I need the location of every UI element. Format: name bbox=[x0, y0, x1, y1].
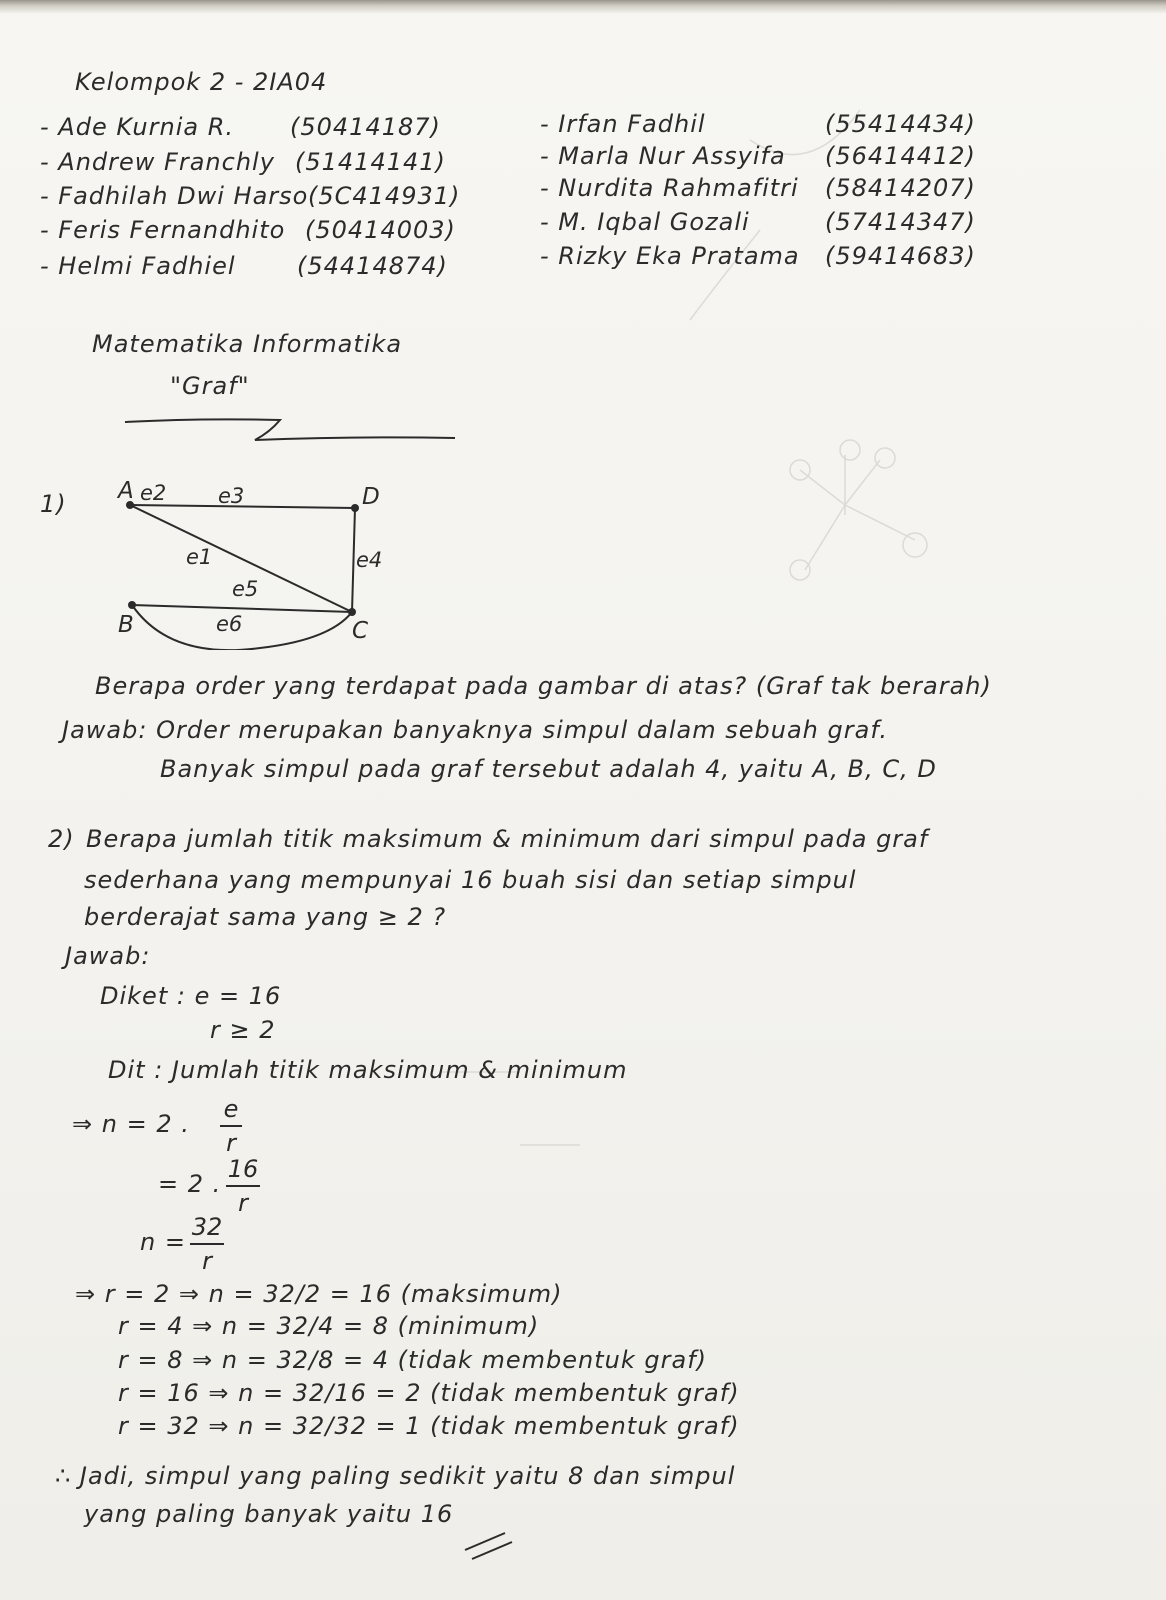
member-npm: (57414347) bbox=[825, 208, 976, 236]
member-name: - Andrew Franchly bbox=[40, 148, 275, 176]
member-npm: (5C414931) bbox=[308, 182, 461, 210]
vertex-label-b: B bbox=[118, 612, 134, 638]
diket-line-2: r ≥ 2 bbox=[210, 1016, 276, 1044]
conclusion-line-1: ∴ Jadi, simpul yang paling sedikit yaitu 8 dan simpul bbox=[55, 1462, 736, 1490]
vertex-d bbox=[351, 504, 359, 512]
title-underline bbox=[120, 410, 460, 450]
question-2-line-3: berderajat sama yang ≥ 2 ? bbox=[84, 903, 447, 931]
member-npm: (55414434) bbox=[825, 110, 976, 138]
step-3-fraction bbox=[190, 1213, 224, 1275]
step-1-numerator: e bbox=[223, 1095, 239, 1123]
step-1-denominator: r bbox=[226, 1129, 236, 1157]
member-name: - Nurdita Rahmafitri bbox=[540, 174, 799, 202]
step-1-prefix: ⇒ n = 2 . bbox=[72, 1110, 190, 1138]
vertex-label-d: D bbox=[362, 484, 380, 510]
question-2-line-2: sederhana yang mempunyai 16 buah sisi dan setiap simpul bbox=[84, 866, 857, 894]
member-name: - Fadhilah Dwi Harso bbox=[40, 182, 309, 210]
member-npm: (51414141) bbox=[295, 148, 446, 176]
member-npm: (58414207) bbox=[825, 174, 976, 202]
edge-label-e4: e4 bbox=[356, 548, 383, 572]
member-name: - Rizky Eka Pratama bbox=[540, 242, 800, 270]
step-3-numerator: 32 bbox=[191, 1213, 223, 1241]
member-npm: (59414683) bbox=[825, 242, 976, 270]
member-npm: (56414412) bbox=[825, 142, 976, 170]
step-1-fraction bbox=[220, 1095, 242, 1157]
member-name: - Helmi Fadhiel bbox=[40, 252, 236, 280]
step-2-denominator: r bbox=[238, 1189, 248, 1217]
edge-e5 bbox=[132, 605, 352, 612]
member-name: - M. Iqbal Gozali bbox=[540, 208, 750, 236]
question-2-line-1: Berapa jumlah titik maksimum & minimum dari simpul pada graf bbox=[86, 825, 929, 853]
answer-2-label: Jawab: bbox=[65, 942, 151, 970]
course-title: Matematika Informatika bbox=[92, 330, 403, 358]
topic-title: "Graf" bbox=[170, 372, 250, 400]
vertex-label-c: C bbox=[352, 618, 369, 644]
result-row: r = 16 ⇒ n = 32/16 = 2 (tidak membentuk graf) bbox=[118, 1379, 740, 1407]
answer-1-line-1: Jawab: Order merupakan banyaknya simpul dalam sebuah graf. bbox=[62, 716, 888, 744]
question-1-number: 1) bbox=[40, 490, 67, 518]
step-2-prefix: = 2 . bbox=[158, 1170, 222, 1198]
question-2-number: 2) bbox=[48, 825, 75, 853]
step-3-prefix: n = bbox=[140, 1228, 186, 1256]
edge-label-e2: e2 bbox=[140, 481, 167, 505]
result-row: ⇒ r = 2 ⇒ n = 32/2 = 16 (maksimum) bbox=[75, 1280, 563, 1308]
result-row: r = 8 ⇒ n = 32/8 = 4 (tidak membentuk graf) bbox=[118, 1346, 708, 1374]
step-2-fraction bbox=[226, 1155, 260, 1217]
step-3-denominator: r bbox=[202, 1247, 212, 1275]
dit-line: Dit : Jumlah titik maksimum & minimum bbox=[108, 1056, 628, 1084]
result-row: r = 4 ⇒ n = 32/4 = 8 (minimum) bbox=[118, 1312, 540, 1340]
member-npm: (50414003) bbox=[305, 216, 456, 244]
double-underline-mark bbox=[460, 1525, 520, 1565]
member-name: - Ade Kurnia R. bbox=[40, 113, 235, 141]
member-npm: (50414187) bbox=[290, 113, 441, 141]
edge-label-e5: e5 bbox=[232, 577, 259, 601]
result-row: r = 32 ⇒ n = 32/32 = 1 (tidak membentuk graf) bbox=[118, 1412, 740, 1440]
diket-line-1: Diket : e = 16 bbox=[100, 982, 282, 1010]
edge-label-e6: e6 bbox=[216, 612, 243, 636]
member-npm: (54414874) bbox=[297, 252, 448, 280]
vertex-label-a: A bbox=[118, 478, 134, 504]
step-2-numerator: 16 bbox=[227, 1155, 259, 1183]
edge-label-e3: e3 bbox=[218, 484, 245, 508]
group-title: Kelompok 2 - 2IA04 bbox=[75, 68, 328, 96]
member-name: - Feris Fernandhito bbox=[40, 216, 286, 244]
member-name: - Irfan Fadhil bbox=[540, 110, 706, 138]
edge-e4 bbox=[352, 508, 355, 612]
vertex-b bbox=[128, 601, 136, 609]
member-name: - Marla Nur Assyifa bbox=[540, 142, 786, 170]
answer-1-line-2: Banyak simpul pada graf tersebut adalah 4, yaitu A, B, C, D bbox=[160, 755, 937, 783]
conclusion-line-2: yang paling banyak yaitu 16 bbox=[84, 1500, 454, 1528]
vertex-c bbox=[348, 608, 356, 616]
question-1-text: Berapa order yang terdapat pada gambar di atas? (Graf tak berarah) bbox=[95, 672, 992, 700]
edge-label-e1: e1 bbox=[186, 545, 213, 569]
